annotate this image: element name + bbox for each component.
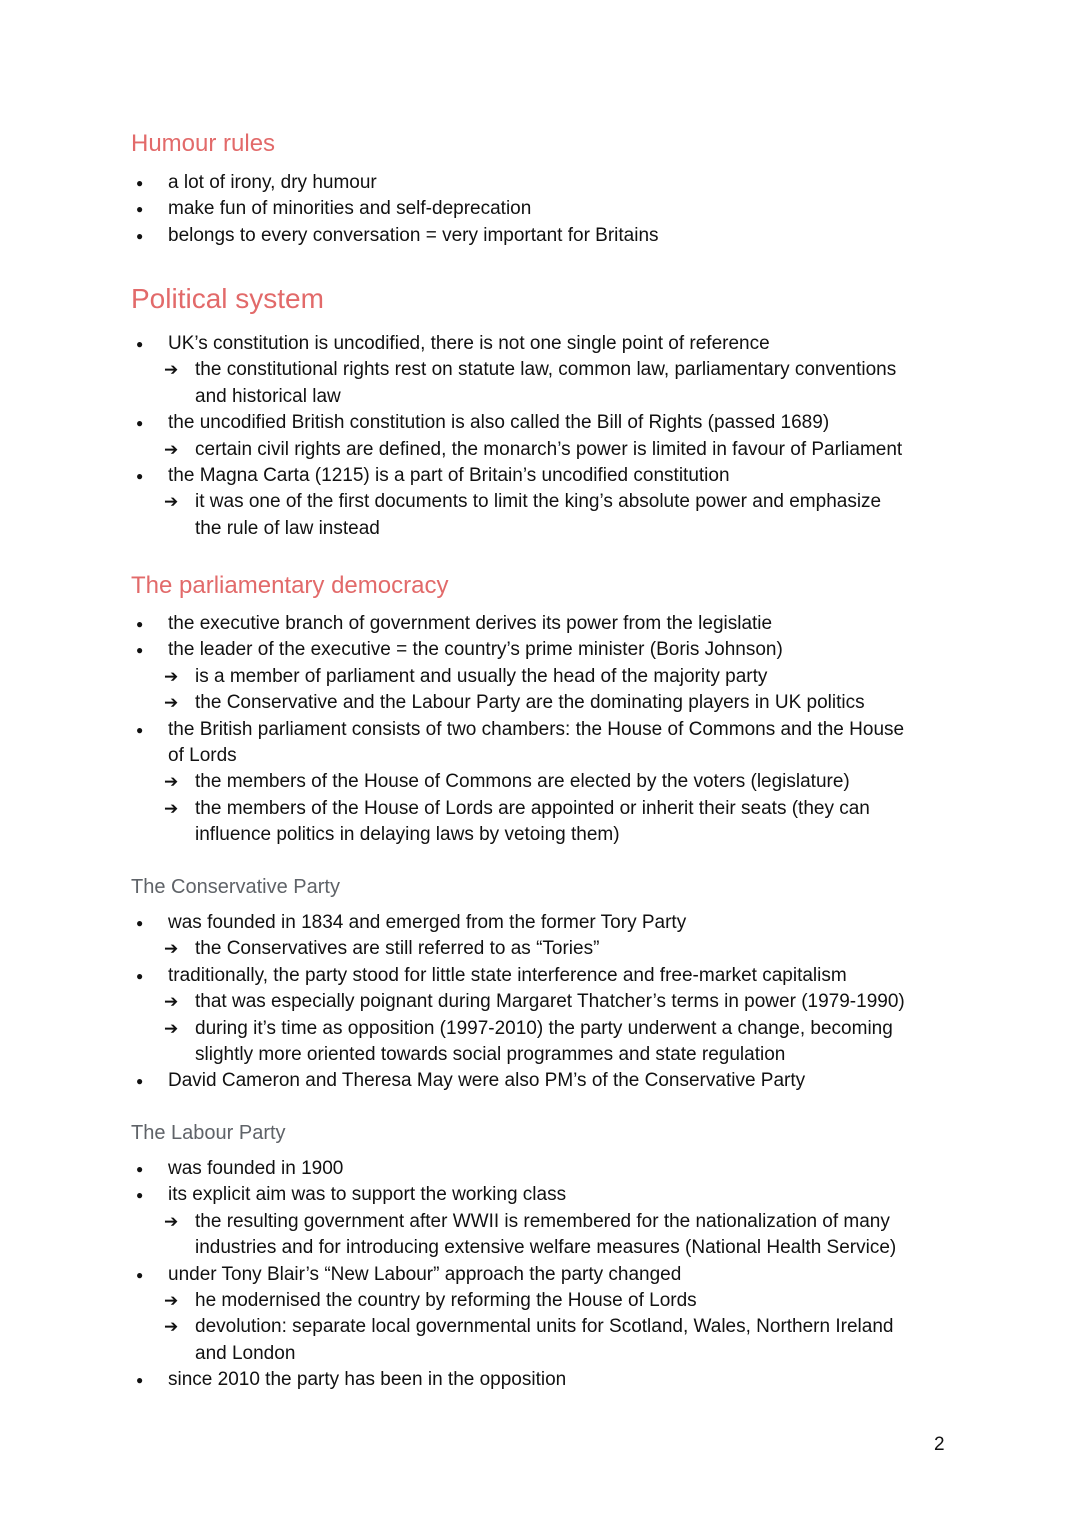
- heading-parliamentary-democracy: The parliamentary democracy: [131, 572, 449, 599]
- list-item: ● under Tony Blair’s “New Labour” approach the party changed: [0, 1262, 1080, 1288]
- list-item: ● the leader of the executive = the country’s prime minister (Boris Johnson): [0, 637, 1080, 663]
- sub-item-cont: industries and for introducing extensive welfare measures (National Health Service): [195, 1237, 897, 1259]
- sub-item: ➔ the resulting government after WWII is remembered for the nationalization of many: [0, 1209, 1080, 1235]
- sub-item: ➔ devolution: separate local governmental units for Scotland, Wales, Northern Ireland: [0, 1314, 1080, 1340]
- sub-item: ➔ is a member of parliament and usually the head of the majority party: [0, 664, 1080, 690]
- heading-conservative-party: The Conservative Party: [131, 876, 340, 898]
- list-item: ● a lot of irony, dry humour: [0, 170, 1080, 196]
- heading-labour-party: The Labour Party: [131, 1122, 286, 1144]
- list-item: ● the British parliament consists of two chambers: the House of Commons and the House: [0, 717, 1080, 743]
- sub-item-cont: influence politics in delaying laws by vetoing them): [195, 824, 620, 846]
- list-item-cont: of Lords: [168, 745, 237, 767]
- heading-humour-rules: Humour rules: [131, 130, 276, 157]
- list-item: ● David Cameron and Theresa May were also PM’s of the Conservative Party: [0, 1068, 1080, 1094]
- sub-item: ➔ he modernised the country by reforming the House of Lords: [0, 1288, 1080, 1314]
- list-item: ● the uncodified British constitution is also called the Bill of Rights (passed 1689): [0, 410, 1080, 436]
- sub-item: ➔ during it’s time as opposition (1997-2010) the party underwent a change, becoming: [0, 1016, 1080, 1042]
- sub-item: ➔ the members of the House of Lords are appointed or inherit their seats (they can: [0, 796, 1080, 822]
- sub-item: ➔ it was one of the first documents to limit the king’s absolute power and emphasize: [0, 489, 1080, 515]
- sub-item: ➔ the constitutional rights rest on statute law, common law, parliamentary conventions: [0, 357, 1080, 383]
- sub-item-cont: the rule of law instead: [195, 517, 380, 539]
- sub-item: ➔ certain civil rights are defined, the monarch’s power is limited in favour of Parliament: [0, 437, 1080, 463]
- sub-item-cont: slightly more oriented towards social programmes and state regulation: [195, 1044, 786, 1066]
- sub-item-cont: and historical law: [195, 385, 341, 407]
- sub-item: ➔ the Conservative and the Labour Party are the dominating players in UK politics: [0, 690, 1080, 716]
- sub-item: ➔ that was especially poignant during Margaret Thatcher’s terms in power (1979-1990): [0, 989, 1080, 1015]
- list-item: ● the Magna Carta (1215) is a part of Britain’s uncodified constitution: [0, 463, 1080, 489]
- list-item: ● traditionally, the party stood for little state interference and free-market capitalism: [0, 963, 1080, 989]
- list-item: ● the executive branch of government derives its power from the legislatie: [0, 611, 1080, 637]
- list-item: ● belongs to every conversation = very important for Britains: [0, 223, 1080, 249]
- humour-list: [0, 170, 1080, 249]
- list-item: ● UK’s constitution is uncodified, there is not one single point of reference: [0, 331, 1080, 357]
- list-item: ● make fun of minorities and self-deprecation: [0, 196, 1080, 222]
- list-item: ● was founded in 1834 and emerged from the former Tory Party: [0, 910, 1080, 936]
- heading-political-system: Political system: [131, 283, 324, 314]
- sub-item: ➔ the Conservatives are still referred to as “Tories”: [0, 936, 1080, 962]
- page-number: 2: [934, 1434, 945, 1455]
- democracy-list: [0, 611, 1080, 849]
- list-item: ● its explicit aim was to support the working class: [0, 1182, 1080, 1208]
- sub-item: ➔ the members of the House of Commons are elected by the voters (legislature): [0, 769, 1080, 795]
- list-item: ● was founded in 1900: [0, 1156, 1080, 1182]
- list-item: ● since 2010 the party has been in the opposition: [0, 1367, 1080, 1393]
- sub-item-cont: and London: [195, 1342, 296, 1364]
- labour-list: [0, 1156, 1080, 1394]
- conservative-list: [0, 910, 1080, 1095]
- political-list: [0, 331, 1080, 542]
